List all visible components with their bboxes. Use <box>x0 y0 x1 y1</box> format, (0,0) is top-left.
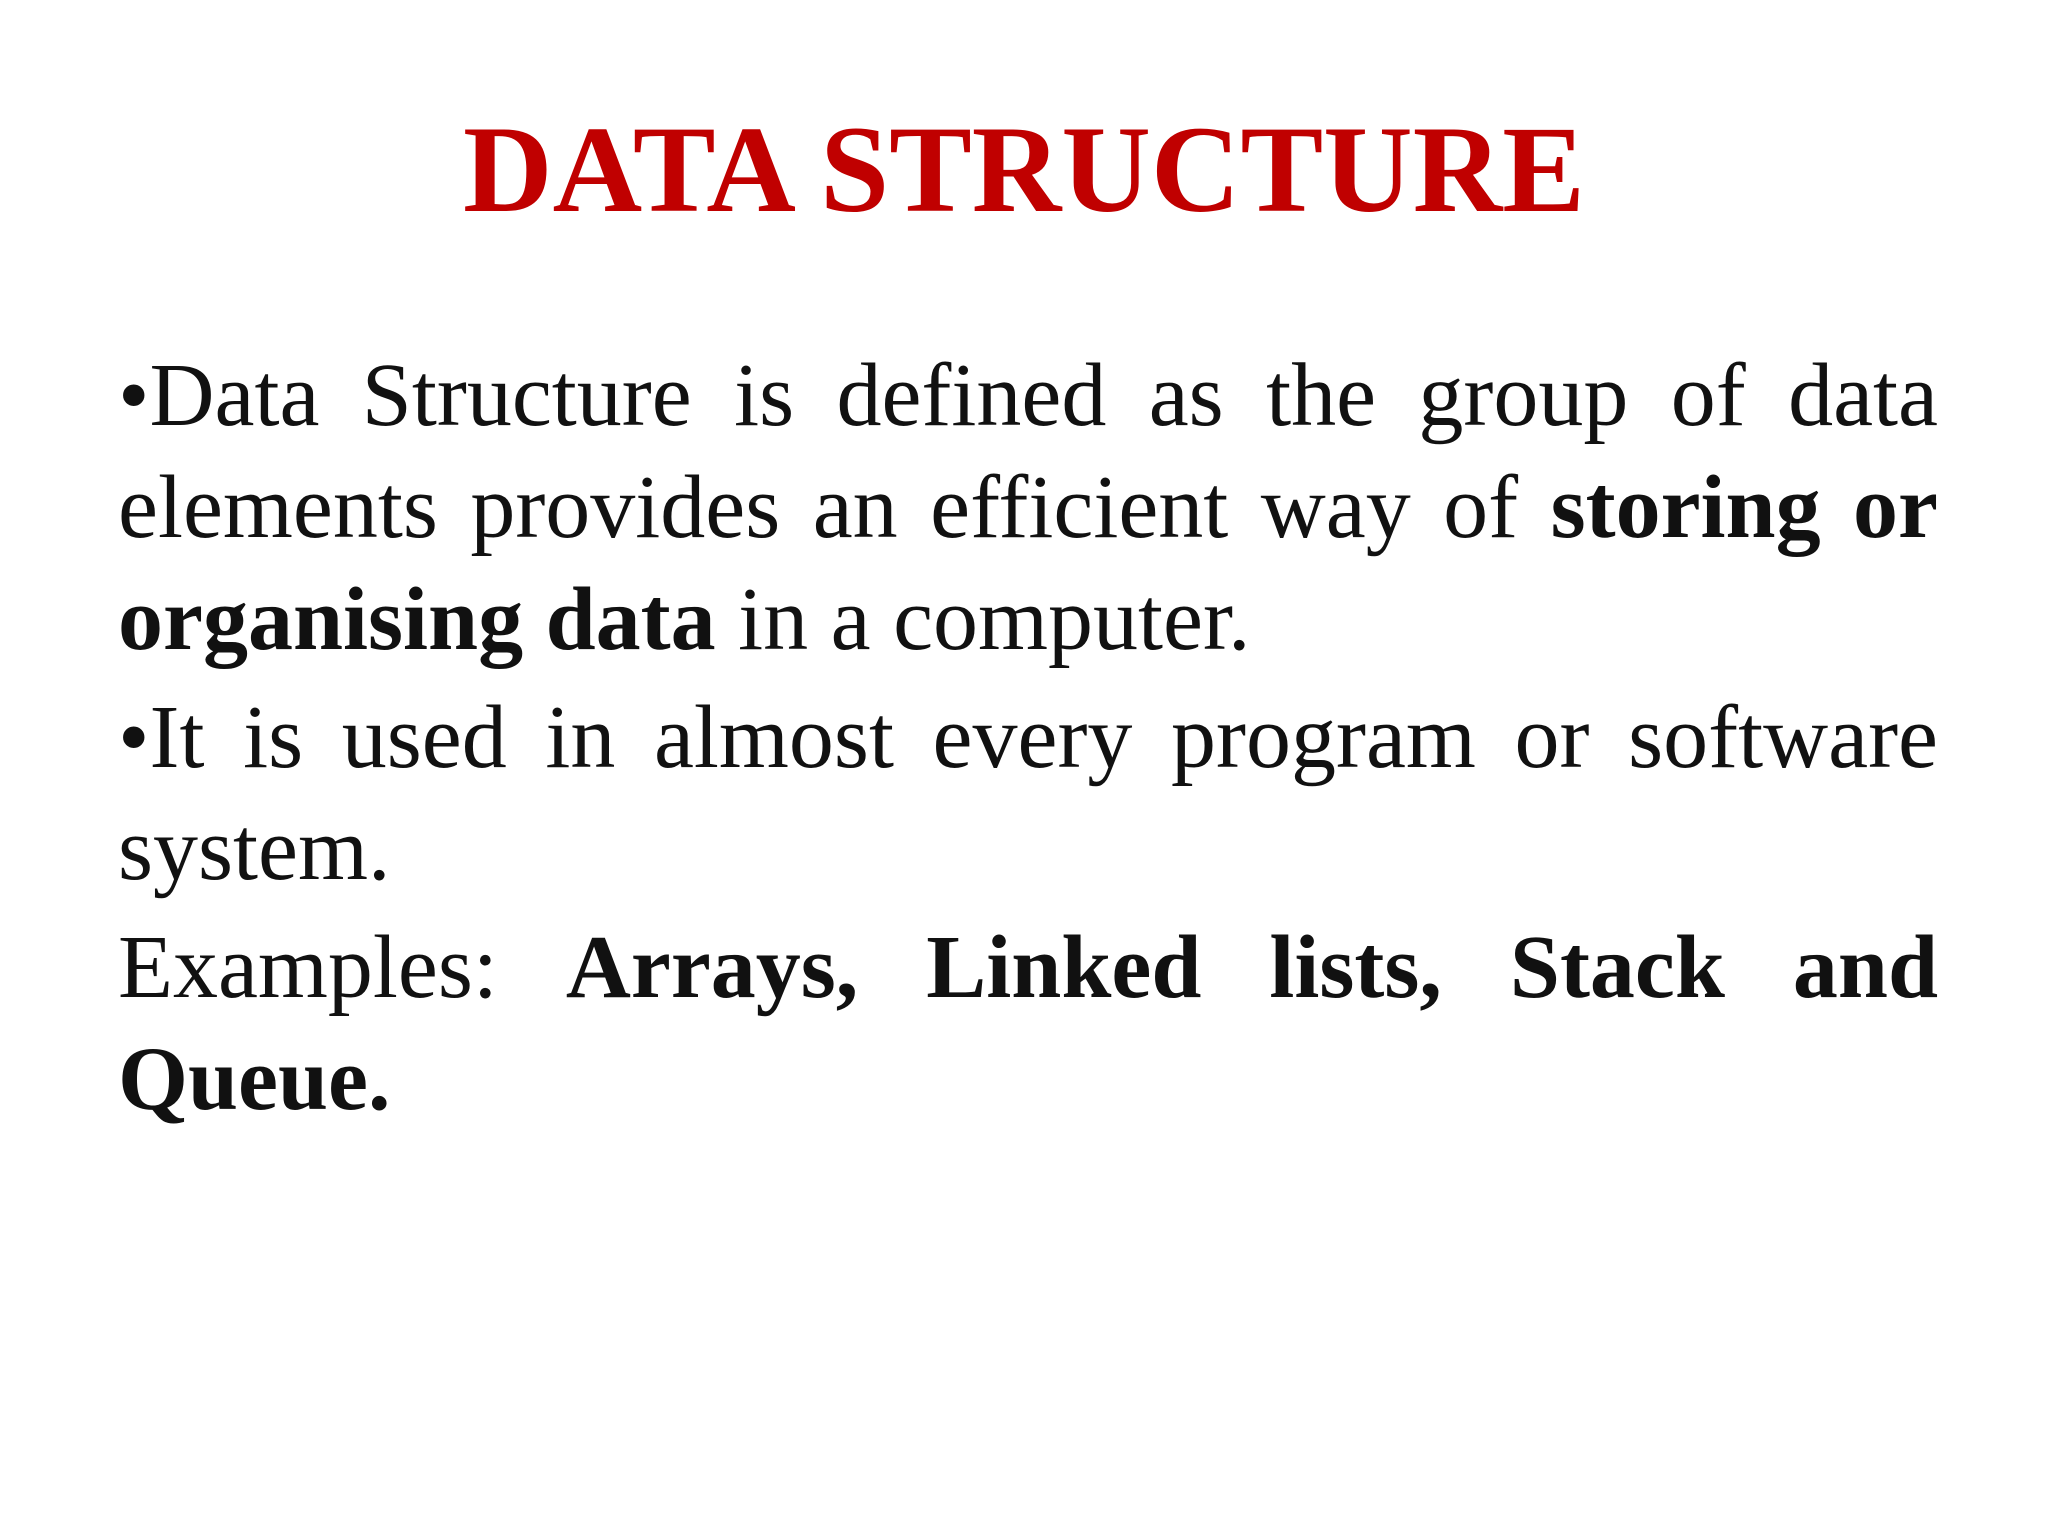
definition-emphasis: storing or organising data <box>118 458 1938 669</box>
bullet-marker: • <box>118 346 150 445</box>
bullet-usage <box>118 682 1938 906</box>
examples-label: Examples: <box>118 918 566 1017</box>
examples-line <box>118 912 1938 1136</box>
examples-list: Arrays, Linked lists, Stack and Queue. <box>118 918 1938 1129</box>
slide-body <box>118 340 1938 1142</box>
bullet-definition <box>118 340 1938 676</box>
usage-text: It is used in almost every program or software system. <box>118 688 1938 899</box>
bullet-marker: • <box>118 688 150 787</box>
definition-text-start: Data Structure is defined as the group of data elements provides an efficient way of <box>118 346 1938 557</box>
definition-text-end: in a computer. <box>715 570 1251 669</box>
slide-title: DATA STRUCTURE <box>463 101 1585 238</box>
